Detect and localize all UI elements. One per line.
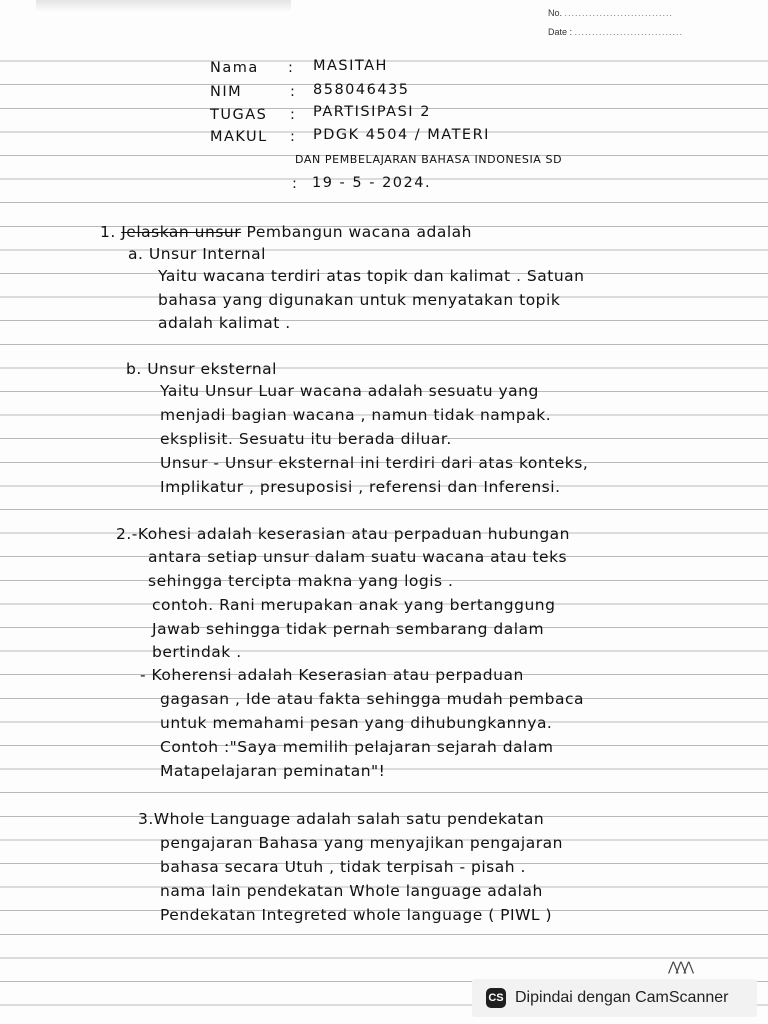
q2b-line1: - Koherensi adalah Keserasian atau perpaduan	[140, 666, 524, 684]
nim-sep: :	[290, 84, 297, 100]
date-field	[548, 27, 683, 37]
makul-value-continued: DAN PEMBELAJARAN BAHASA INDONESIA SD	[295, 153, 563, 166]
tugas-value: PARTISIPASI 2	[313, 104, 431, 120]
q1-number: 1.	[100, 223, 116, 241]
makul-value: PDGK 4504 / MATERI	[313, 127, 490, 143]
tugas-label: TUGAS	[210, 107, 268, 123]
date-label: Date :	[548, 27, 573, 37]
q2-line2: antara setiap unsur dalam suatu wacana atau teks	[148, 548, 568, 566]
camscanner-watermark	[472, 979, 757, 1017]
tugas-sep: :	[290, 107, 297, 123]
q2b-line4: Contoh :"Saya memilih pelajaran sejarah dalam	[160, 738, 554, 756]
q1a-line1: Yaitu wacana terdiri atas topik dan kalimat . Satuan	[158, 267, 585, 285]
q2-line1: 2.-Kohesi adalah keserasian atau perpaduan hubungan	[116, 525, 571, 543]
no-label: No.	[548, 8, 563, 18]
date-dots: ...............................	[574, 27, 684, 37]
q3-line1: 3.Whole Language adalah salah satu pendekatan	[138, 810, 545, 828]
q2-line6: bertindak .	[152, 643, 242, 661]
makul-sep: :	[290, 129, 297, 145]
q1b-line2: menjadi bagian wacana , namun tidak nampak.	[160, 406, 552, 424]
q2-line5: Jawab sehingga tidak pernah sembarang dalam	[152, 620, 545, 638]
nim-label: NIM	[210, 84, 243, 100]
q1-struck-text: Jelaskan unsur	[121, 223, 242, 241]
nim-value: 858046435	[313, 82, 410, 98]
date-value: 19 - 5 - 2024.	[312, 175, 432, 191]
q1-text: Pembangun wacana adalah	[246, 223, 472, 241]
q3-line3: bahasa secara Utuh , tidak terpisah - pisah .	[160, 858, 526, 876]
q3-line4: nama lain pendekatan Whole language adalah	[160, 882, 543, 900]
nama-sep: :	[288, 60, 295, 76]
camscanner-logo-icon: CS	[486, 988, 506, 1008]
q2b-line5: Matapelajaran peminatan"!	[160, 762, 386, 780]
q3-line5: Pendekatan Integreted whole language ( PIWL )	[160, 906, 553, 924]
nama-label: Nama	[210, 60, 259, 76]
q1b-line5: Implikatur , presuposisi , referensi dan Inferensi.	[160, 478, 561, 496]
q2b-line3: untuk memahami pesan yang dihubungkannya.	[160, 714, 553, 732]
page-end-marks: ⋀⋀⋀	[668, 960, 691, 975]
page-edge-shadow	[36, 0, 291, 12]
q1-line1	[100, 223, 472, 241]
q1b-label: b. Unsur eksternal	[126, 360, 277, 378]
q1b-line1: Yaitu Unsur Luar wacana adalah sesuatu yang	[160, 382, 539, 400]
q2-line4: contoh. Rani merupakan anak yang bertanggung	[152, 596, 556, 614]
no-dots: ...............................	[564, 8, 674, 18]
q1a-line3: adalah kalimat .	[158, 314, 291, 332]
camscanner-text: Dipindai dengan CamScanner	[515, 989, 729, 1006]
no-field	[548, 8, 673, 18]
q2b-line2: gagasan , Ide atau fakta sehingga mudah pembaca	[160, 690, 584, 708]
q1b-line3: eksplisit. Sesuatu itu berada diluar.	[160, 430, 452, 448]
q3-line2: pengajaran Bahasa yang menyajikan pengajaran	[160, 834, 563, 852]
makul-label: MAKUL	[210, 129, 268, 145]
q1a-label: a. Unsur Internal	[128, 245, 266, 263]
q2-line3: sehingga tercipta makna yang logis .	[148, 572, 454, 590]
date-sep: :	[292, 176, 299, 192]
q1b-line4: Unsur - Unsur eksternal ini terdiri dari atas konteks,	[160, 454, 589, 472]
q1a-line2: bahasa yang digunakan untuk menyatakan topik	[158, 291, 561, 309]
nama-value: MASITAH	[313, 58, 388, 74]
